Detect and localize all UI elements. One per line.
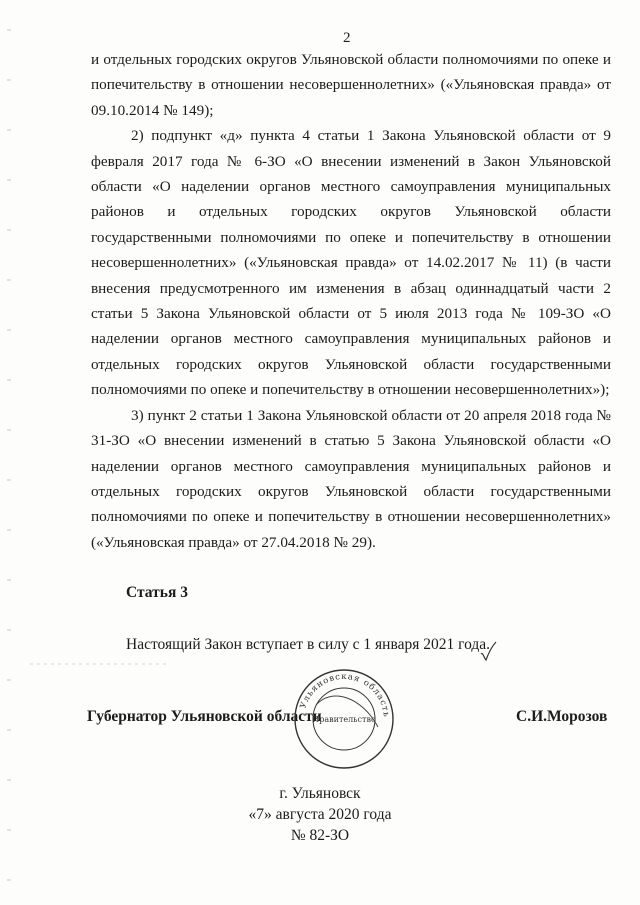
paragraph-item-3: 3) пункт 2 статьи 1 Закона Ульяновской области от 20 апреля 2018 года № 31-ЗО «О внесении изменений в статью 5 Закона Ульяновской области «О наделении органов местного самоуправления муниципальных районов и отдельных городских округов Ульяновской области государственными полномочиями по опеке и попечительству в отношении несовершеннолетних» («Ульяновская правда» от 27.04.2018 № 29). (91, 406, 611, 551)
footer-city: г. Ульяновск (279, 785, 361, 802)
footer-block (200, 783, 440, 846)
page-number: 2 (343, 30, 351, 46)
footer-law-number: № 82-ЗО (290, 827, 350, 844)
footer-date: «7» августа 2020 года (248, 806, 392, 823)
official-seal-stamp (292, 667, 396, 771)
signer-name: С.И.Морозов (516, 708, 608, 725)
effective-date-text: Настоящий Закон вступает в силу с 1 января 2021 года. (126, 636, 491, 653)
paragraph-item-2: 2) подпункт «д» пункта 4 статьи 1 Закона Ульяновской области от 9 февраля 2017 года № 6-ЗО «О внесении изменений в Закон Ульяновской области «О наделении органов местного самоуправления муниципальных районов и отдельных городских округов Ульяновской области государственными полномочиями по опеке и попечительству в отношении несовершеннолетних» («Ульяновская правда» от 14.02.2017 № 11) (в части внесения предусмотренного им изменения в абзац одиннадцатый части 2 статьи 5 Закона Ульяновской области от 5 июля 2013 года № 109-ЗО «О наделении органов местного самоуправления муниципальных районов и отдельных городских округов Ульяновской области государственными полномочиями по опеке и попечительству в отношении несовершеннолетних»); (91, 127, 611, 399)
paragraph-continuation: и отдельных городских округов Ульяновской области полномочиями по опеке и попечительству в отношении несовершеннолетних» («Ульяновская правда» от 09.10.2014 № 149); (91, 51, 611, 119)
article-heading: Статья 3 (126, 584, 188, 601)
faint-scan-line (30, 660, 170, 668)
handwritten-tick-mark (478, 640, 498, 664)
governor-title: Губернатор Ульяновской области (87, 708, 322, 725)
svg-text:Ульяновская область: Ульяновская область (298, 671, 392, 719)
body-text (91, 47, 611, 555)
scan-edge-marks (6, 20, 12, 900)
svg-text:Правительство: Правительство (312, 715, 376, 724)
